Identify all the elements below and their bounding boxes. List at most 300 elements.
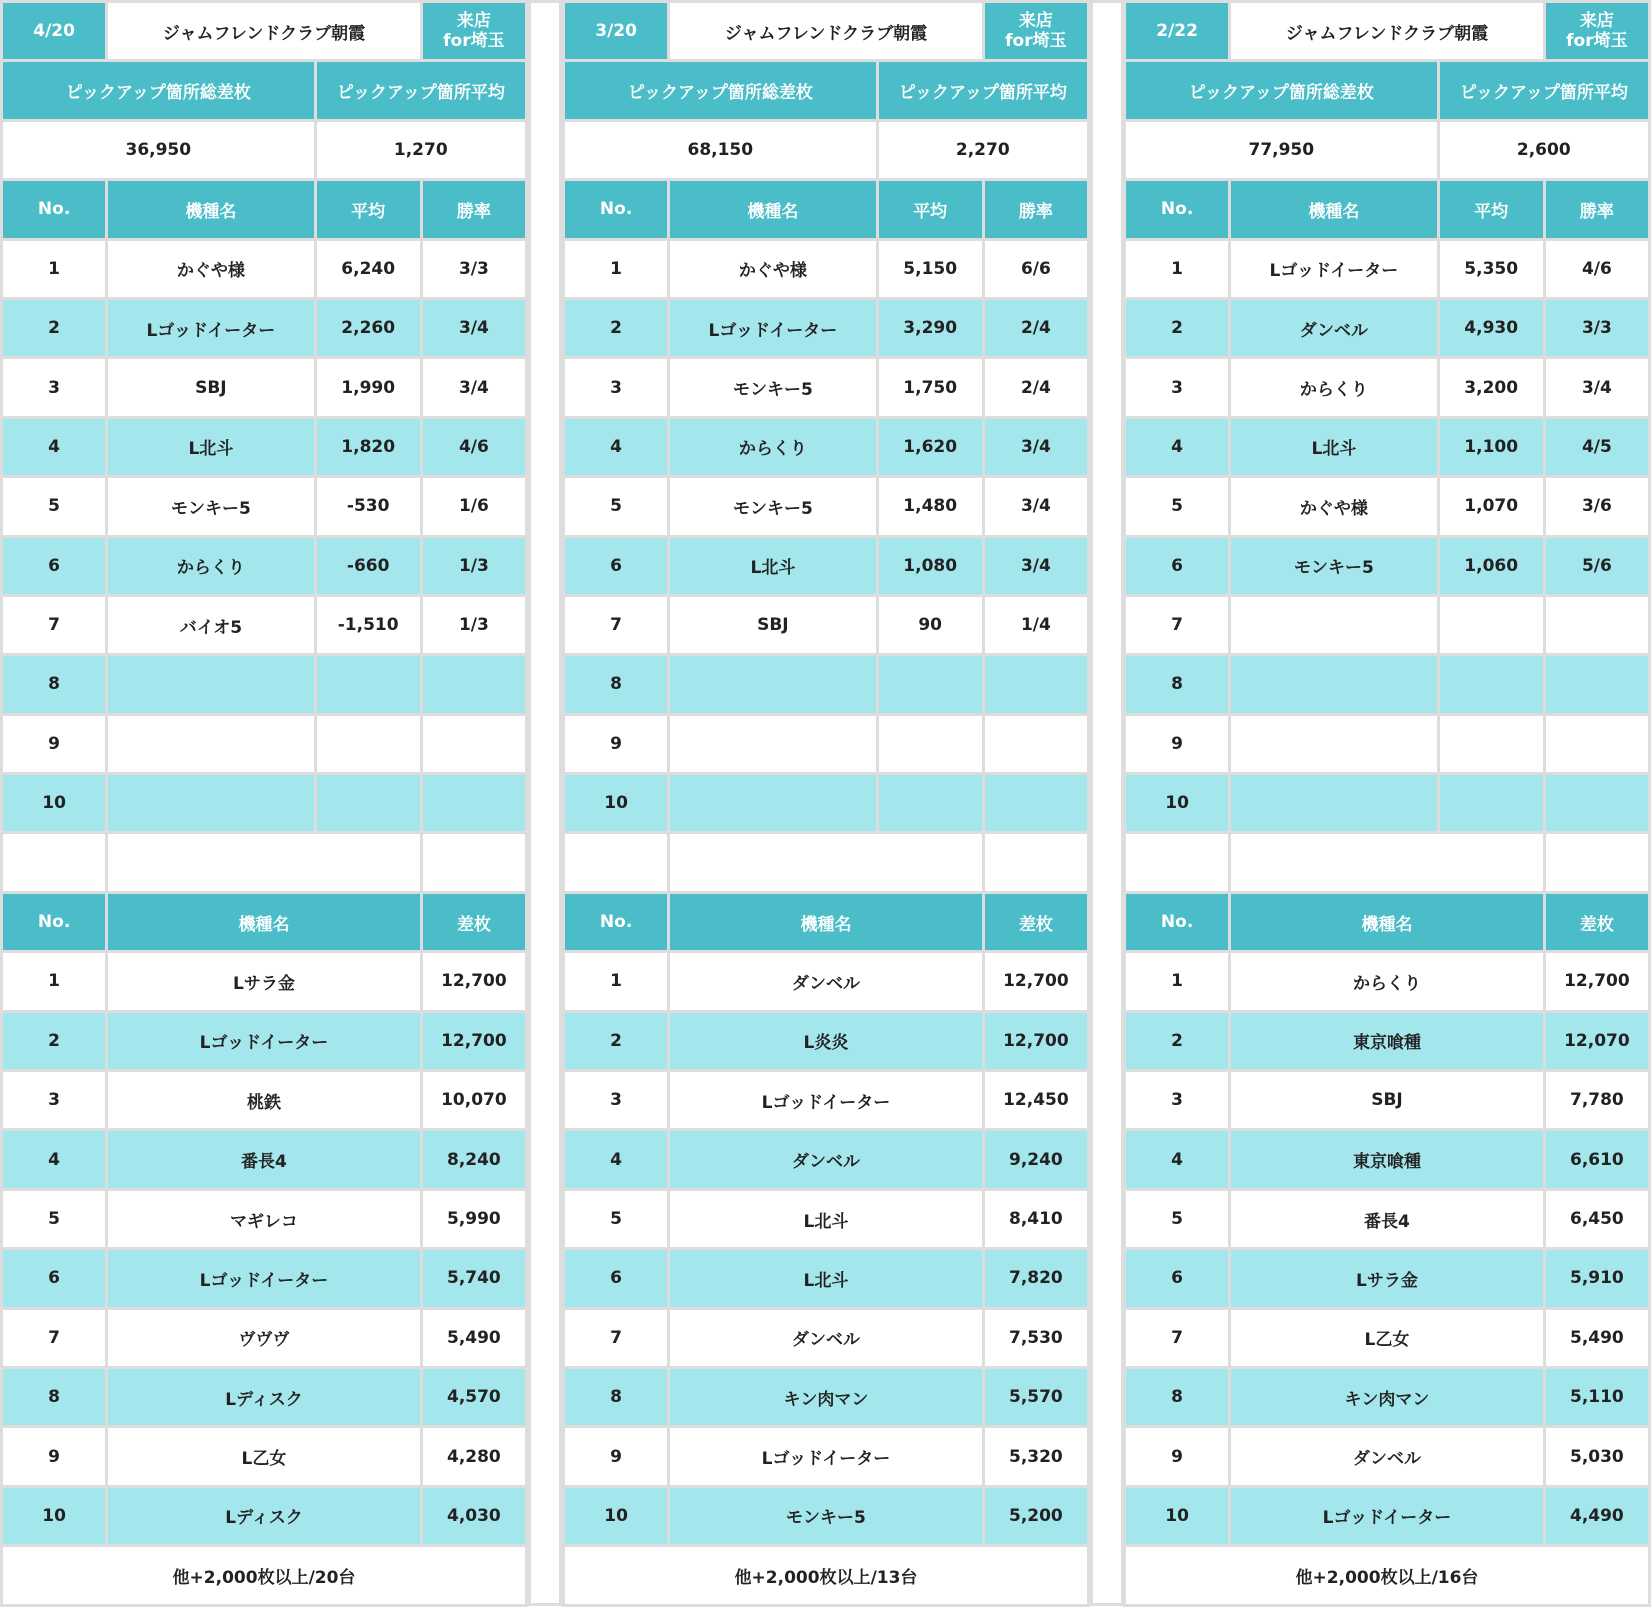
table-row — [1125, 655, 1650, 714]
row-model: SBJ — [669, 595, 877, 654]
table-row — [2, 1071, 527, 1130]
row-no: 1 — [564, 952, 669, 1011]
date-cell: 3/20 — [564, 2, 669, 61]
visit-badge — [1544, 2, 1649, 61]
panel-table — [0, 0, 528, 1607]
row-model: Lサラ金 — [107, 952, 422, 1011]
summary-avg-value: 2,600 — [1438, 120, 1649, 179]
ranking-header-row — [2, 180, 527, 239]
footer-note: 他+2,000枚以上/20台 — [2, 1546, 527, 1605]
summary-avg-label: ピックアップ箇所平均 — [877, 61, 1088, 120]
row-no: 3 — [564, 358, 669, 417]
row-win: 3/4 — [421, 358, 526, 417]
row-model: 桃鉄 — [107, 1071, 422, 1130]
row-model — [107, 655, 315, 714]
table-row — [564, 774, 1089, 833]
table-row — [2, 774, 527, 833]
row-no: 2 — [2, 1011, 107, 1070]
row-model: ダンベル — [1230, 298, 1438, 357]
visit-line1: 来店 — [1018, 11, 1053, 32]
row-no: 6 — [1125, 1249, 1230, 1308]
row-avg: 5,150 — [877, 239, 983, 298]
row-no: 3 — [2, 1071, 107, 1130]
row-avg: 1,750 — [877, 358, 983, 417]
row-no: 10 — [564, 774, 669, 833]
row-no: 10 — [1125, 1486, 1230, 1545]
row-avg — [877, 714, 983, 773]
table-row — [1125, 1011, 1650, 1070]
row-model: ダンベル — [1230, 1427, 1545, 1486]
row-model: モンキー5 — [669, 358, 877, 417]
table-row — [2, 1367, 527, 1426]
row-win: 4/6 — [421, 417, 526, 476]
row-win: 3/6 — [1544, 477, 1649, 536]
table-row — [564, 1189, 1089, 1248]
row-model — [669, 774, 877, 833]
summary-total-label: ピックアップ箇所総差枚 — [2, 61, 316, 120]
top-body — [1125, 952, 1650, 1546]
row-diff: 7,780 — [1544, 1071, 1649, 1130]
row-no: 7 — [2, 595, 107, 654]
row-model: かぐや様 — [669, 239, 877, 298]
row-model: ダンベル — [669, 1308, 984, 1367]
row-model: かぐや様 — [1230, 477, 1438, 536]
table-row — [2, 714, 527, 773]
table-row — [564, 477, 1089, 536]
row-win — [1544, 774, 1649, 833]
row-model: からくり — [107, 536, 315, 595]
row-model: L乙女 — [107, 1427, 422, 1486]
row-diff: 6,610 — [1544, 1130, 1649, 1189]
table-row — [564, 1130, 1089, 1189]
col-win-header: 勝率 — [421, 180, 526, 239]
table-row — [2, 358, 527, 417]
row-win: 4/6 — [1544, 239, 1649, 298]
row-avg: -660 — [315, 536, 421, 595]
row-diff: 7,820 — [983, 1249, 1088, 1308]
ranking-body — [2, 239, 527, 833]
table-row — [2, 298, 527, 357]
row-diff: 4,280 — [421, 1427, 526, 1486]
column-separator — [1090, 0, 1124, 1606]
row-diff: 7,530 — [983, 1308, 1088, 1367]
row-diff: 12,450 — [983, 1071, 1088, 1130]
row-model: からくり — [669, 417, 877, 476]
table-row — [1125, 1427, 1650, 1486]
row-no: 9 — [2, 714, 107, 773]
row-avg: 3,200 — [1438, 358, 1544, 417]
row-model: 番長4 — [107, 1130, 422, 1189]
row-diff: 5,030 — [1544, 1427, 1649, 1486]
row-avg: 1,990 — [315, 358, 421, 417]
row-avg — [1438, 655, 1544, 714]
table-row — [1125, 1367, 1650, 1426]
summary-avg-value: 2,270 — [877, 120, 1088, 179]
row-model: ダンベル — [669, 1130, 984, 1189]
ranking-body — [564, 239, 1089, 833]
table-row — [564, 358, 1089, 417]
table-row — [564, 1308, 1089, 1367]
row-win — [983, 655, 1088, 714]
date-cell: 4/20 — [2, 2, 107, 61]
table-row — [2, 1249, 527, 1308]
summary-total-value: 68,150 — [564, 120, 878, 179]
row-no: 1 — [2, 239, 107, 298]
row-diff: 8,410 — [983, 1189, 1088, 1248]
table-row — [564, 239, 1089, 298]
table-row — [2, 1130, 527, 1189]
row-no: 9 — [564, 714, 669, 773]
row-win — [1544, 595, 1649, 654]
row-no: 8 — [1125, 655, 1230, 714]
row-avg — [315, 714, 421, 773]
table-row — [2, 1486, 527, 1545]
title-row — [1125, 2, 1650, 61]
summary-avg-label: ピックアップ箇所平均 — [1438, 61, 1649, 120]
table-row — [1125, 774, 1650, 833]
table-row — [564, 1011, 1089, 1070]
panel-table — [1123, 0, 1651, 1607]
row-win: 3/3 — [421, 239, 526, 298]
row-win: 3/4 — [983, 536, 1088, 595]
row-diff: 5,740 — [421, 1249, 526, 1308]
row-model: L北斗 — [669, 1189, 984, 1248]
row-model: からくり — [1230, 358, 1438, 417]
row-win: 4/5 — [1544, 417, 1649, 476]
row-no: 6 — [2, 536, 107, 595]
row-diff: 12,700 — [983, 1011, 1088, 1070]
row-win: 3/4 — [983, 477, 1088, 536]
row-no: 8 — [564, 1367, 669, 1426]
row-win — [983, 774, 1088, 833]
table-row — [2, 1011, 527, 1070]
row-no: 7 — [1125, 1308, 1230, 1367]
row-model: かぐや様 — [107, 239, 315, 298]
col-win-header: 勝率 — [983, 180, 1088, 239]
row-model — [107, 774, 315, 833]
col-diff-header: 差枚 — [983, 892, 1088, 951]
table-row — [1125, 417, 1650, 476]
row-model: Lディスク — [107, 1486, 422, 1545]
row-win: 3/4 — [421, 298, 526, 357]
row-win: 1/4 — [983, 595, 1088, 654]
row-model: キン肉マン — [669, 1367, 984, 1426]
row-no: 10 — [1125, 774, 1230, 833]
row-model: L乙女 — [1230, 1308, 1545, 1367]
col-no-header: No. — [564, 180, 669, 239]
table-row — [2, 536, 527, 595]
row-diff: 5,200 — [983, 1486, 1088, 1545]
row-no: 1 — [564, 239, 669, 298]
table-row — [564, 536, 1089, 595]
row-model: L北斗 — [669, 1249, 984, 1308]
row-model: モンキー5 — [669, 1486, 984, 1545]
footer-row — [1125, 1546, 1650, 1605]
row-no: 1 — [1125, 952, 1230, 1011]
row-model — [1230, 774, 1438, 833]
row-diff: 5,490 — [1544, 1308, 1649, 1367]
row-model: 東京喰種 — [1230, 1130, 1545, 1189]
row-model: バイオ5 — [107, 595, 315, 654]
row-no: 3 — [1125, 1071, 1230, 1130]
table-row — [564, 1427, 1089, 1486]
footer-note: 他+2,000枚以上/13台 — [564, 1546, 1089, 1605]
row-diff: 4,570 — [421, 1367, 526, 1426]
summary-avg-value: 1,270 — [315, 120, 526, 179]
shop-name: ジャムフレンドクラブ朝霞 — [107, 2, 422, 61]
table-row — [1125, 239, 1650, 298]
spacer-row — [564, 833, 1089, 892]
row-model — [107, 714, 315, 773]
col-avg-header: 平均 — [315, 180, 421, 239]
table-row — [1125, 1486, 1650, 1545]
table-row — [2, 1308, 527, 1367]
row-avg: 1,060 — [1438, 536, 1544, 595]
row-diff: 8,240 — [421, 1130, 526, 1189]
col-model-header: 機種名 — [1230, 892, 1545, 951]
table-row — [1125, 1071, 1650, 1130]
table-row — [1125, 536, 1650, 595]
table-row — [564, 1367, 1089, 1426]
table-row — [1125, 952, 1650, 1011]
row-no: 9 — [1125, 714, 1230, 773]
table-row — [2, 417, 527, 476]
row-avg: 5,350 — [1438, 239, 1544, 298]
row-model — [669, 655, 877, 714]
row-no: 9 — [2, 1427, 107, 1486]
row-model: Lゴッドイーター — [107, 1249, 422, 1308]
row-diff: 5,990 — [421, 1189, 526, 1248]
row-win: 1/3 — [421, 536, 526, 595]
col-diff-header: 差枚 — [1544, 892, 1649, 951]
row-no: 9 — [564, 1427, 669, 1486]
row-no: 3 — [564, 1071, 669, 1130]
row-model: Lゴッドイーター — [1230, 1486, 1545, 1545]
row-win: 3/4 — [983, 417, 1088, 476]
row-no: 7 — [2, 1308, 107, 1367]
row-no: 4 — [2, 1130, 107, 1189]
row-win — [421, 714, 526, 773]
row-no: 10 — [2, 774, 107, 833]
row-no: 7 — [564, 1308, 669, 1367]
visit-line2: for埼玉 — [1005, 31, 1067, 52]
row-avg — [877, 774, 983, 833]
row-avg — [1438, 774, 1544, 833]
table-row — [564, 1249, 1089, 1308]
row-win: 2/4 — [983, 298, 1088, 357]
row-no: 5 — [564, 477, 669, 536]
row-model: Lゴッドイーター — [107, 1011, 422, 1070]
row-diff: 12,700 — [421, 1011, 526, 1070]
shop-name: ジャムフレンドクラブ朝霞 — [669, 2, 984, 61]
col-avg-header: 平均 — [877, 180, 983, 239]
row-diff: 5,490 — [421, 1308, 526, 1367]
summary-header-row — [564, 61, 1089, 120]
row-avg: 2,260 — [315, 298, 421, 357]
row-diff: 5,910 — [1544, 1249, 1649, 1308]
footer-note: 他+2,000枚以上/16台 — [1125, 1546, 1650, 1605]
row-no: 7 — [564, 595, 669, 654]
row-avg: 1,080 — [877, 536, 983, 595]
row-model: モンキー5 — [107, 477, 315, 536]
summary-value-row — [564, 120, 1089, 179]
footer-row — [2, 1546, 527, 1605]
summary-total-value: 77,950 — [1125, 120, 1439, 179]
row-no: 4 — [1125, 1130, 1230, 1189]
footer-row — [564, 1546, 1089, 1605]
table-row — [2, 655, 527, 714]
row-no: 5 — [564, 1189, 669, 1248]
summary-header-row — [2, 61, 527, 120]
row-win: 1/6 — [421, 477, 526, 536]
row-model: モンキー5 — [669, 477, 877, 536]
visit-line2: for埼玉 — [1566, 31, 1628, 52]
table-row — [2, 952, 527, 1011]
table-row — [564, 298, 1089, 357]
row-no: 1 — [2, 952, 107, 1011]
row-win: 5/6 — [1544, 536, 1649, 595]
row-diff: 10,070 — [421, 1071, 526, 1130]
row-diff: 5,320 — [983, 1427, 1088, 1486]
row-model: SBJ — [107, 358, 315, 417]
row-no: 5 — [1125, 477, 1230, 536]
row-win: 6/6 — [983, 239, 1088, 298]
col-no-header: No. — [2, 180, 107, 239]
table-row — [2, 477, 527, 536]
table-row — [564, 417, 1089, 476]
row-no: 6 — [564, 1249, 669, 1308]
date-panel-1 — [0, 0, 528, 1606]
table-row — [564, 952, 1089, 1011]
row-no: 8 — [564, 655, 669, 714]
col-no-header: No. — [2, 892, 107, 951]
row-avg: 6,240 — [315, 239, 421, 298]
top-body — [2, 952, 527, 1546]
col-win-header: 勝率 — [1544, 180, 1649, 239]
row-model: SBJ — [1230, 1071, 1545, 1130]
row-model: Lゴッドイーター — [107, 298, 315, 357]
col-avg-header: 平均 — [1438, 180, 1544, 239]
row-no: 2 — [564, 298, 669, 357]
row-no: 4 — [564, 1130, 669, 1189]
row-model: ダンベル — [669, 952, 984, 1011]
col-no-header: No. — [564, 892, 669, 951]
row-avg: 1,100 — [1438, 417, 1544, 476]
visit-badge — [421, 2, 526, 61]
ranking-body — [1125, 239, 1650, 833]
title-row — [2, 2, 527, 61]
row-no: 6 — [564, 536, 669, 595]
row-no: 5 — [2, 1189, 107, 1248]
row-avg — [1438, 595, 1544, 654]
shop-name: ジャムフレンドクラブ朝霞 — [1230, 2, 1545, 61]
row-diff: 12,700 — [983, 952, 1088, 1011]
table-row — [564, 714, 1089, 773]
row-avg: 3,290 — [877, 298, 983, 357]
table-row — [1125, 1249, 1650, 1308]
row-model: 番長4 — [1230, 1189, 1545, 1248]
summary-header-row — [1125, 61, 1650, 120]
row-diff: 9,240 — [983, 1130, 1088, 1189]
row-no: 2 — [564, 1011, 669, 1070]
ranking-header-row — [564, 180, 1089, 239]
col-model-header: 機種名 — [107, 180, 315, 239]
ranking-header-row — [1125, 180, 1650, 239]
row-no: 10 — [564, 1486, 669, 1545]
row-diff: 12,070 — [1544, 1011, 1649, 1070]
col-model-header: 機種名 — [1230, 180, 1438, 239]
row-no: 2 — [1125, 298, 1230, 357]
table-row — [564, 655, 1089, 714]
row-no: 5 — [2, 477, 107, 536]
col-model-header: 機種名 — [107, 892, 422, 951]
table-row — [1125, 358, 1650, 417]
row-diff: 12,700 — [1544, 952, 1649, 1011]
row-win — [1544, 714, 1649, 773]
table-row — [1125, 1189, 1650, 1248]
row-avg: -530 — [315, 477, 421, 536]
row-diff: 12,700 — [421, 952, 526, 1011]
date-cell: 2/22 — [1125, 2, 1230, 61]
row-model: Lサラ金 — [1230, 1249, 1545, 1308]
row-no: 3 — [2, 358, 107, 417]
table-row — [564, 1486, 1089, 1545]
row-diff: 5,570 — [983, 1367, 1088, 1426]
spacer-row — [2, 833, 527, 892]
row-no: 6 — [1125, 536, 1230, 595]
row-model: 東京喰種 — [1230, 1011, 1545, 1070]
row-model: Lディスク — [107, 1367, 422, 1426]
row-model: マギレコ — [107, 1189, 422, 1248]
row-model: L北斗 — [669, 536, 877, 595]
row-model: からくり — [1230, 952, 1545, 1011]
summary-value-row — [1125, 120, 1650, 179]
row-avg — [315, 774, 421, 833]
title-row — [564, 2, 1089, 61]
row-no: 8 — [2, 1367, 107, 1426]
col-model-header: 機種名 — [669, 892, 984, 951]
row-model: L北斗 — [1230, 417, 1438, 476]
table-row — [1125, 595, 1650, 654]
row-no: 2 — [1125, 1011, 1230, 1070]
row-avg: 1,620 — [877, 417, 983, 476]
row-avg: -1,510 — [315, 595, 421, 654]
row-no: 2 — [2, 298, 107, 357]
row-model — [1230, 595, 1438, 654]
summary-total-label: ピックアップ箇所総差枚 — [1125, 61, 1439, 120]
visit-badge — [983, 2, 1088, 61]
row-no: 9 — [1125, 1427, 1230, 1486]
row-no: 5 — [1125, 1189, 1230, 1248]
row-diff: 6,450 — [1544, 1189, 1649, 1248]
col-no-header: No. — [1125, 892, 1230, 951]
col-diff-header: 差枚 — [421, 892, 526, 951]
table-row — [2, 1427, 527, 1486]
visit-line2: for埼玉 — [443, 31, 505, 52]
column-separator — [528, 0, 562, 1606]
row-model — [1230, 655, 1438, 714]
row-model: Lゴッドイーター — [669, 298, 877, 357]
summary-avg-label: ピックアップ箇所平均 — [315, 61, 526, 120]
spacer-row — [1125, 833, 1650, 892]
table-row — [1125, 1130, 1650, 1189]
row-no: 4 — [564, 417, 669, 476]
table-row — [1125, 1308, 1650, 1367]
row-win: 2/4 — [983, 358, 1088, 417]
table-row — [2, 595, 527, 654]
row-no: 4 — [2, 417, 107, 476]
table-row — [2, 239, 527, 298]
